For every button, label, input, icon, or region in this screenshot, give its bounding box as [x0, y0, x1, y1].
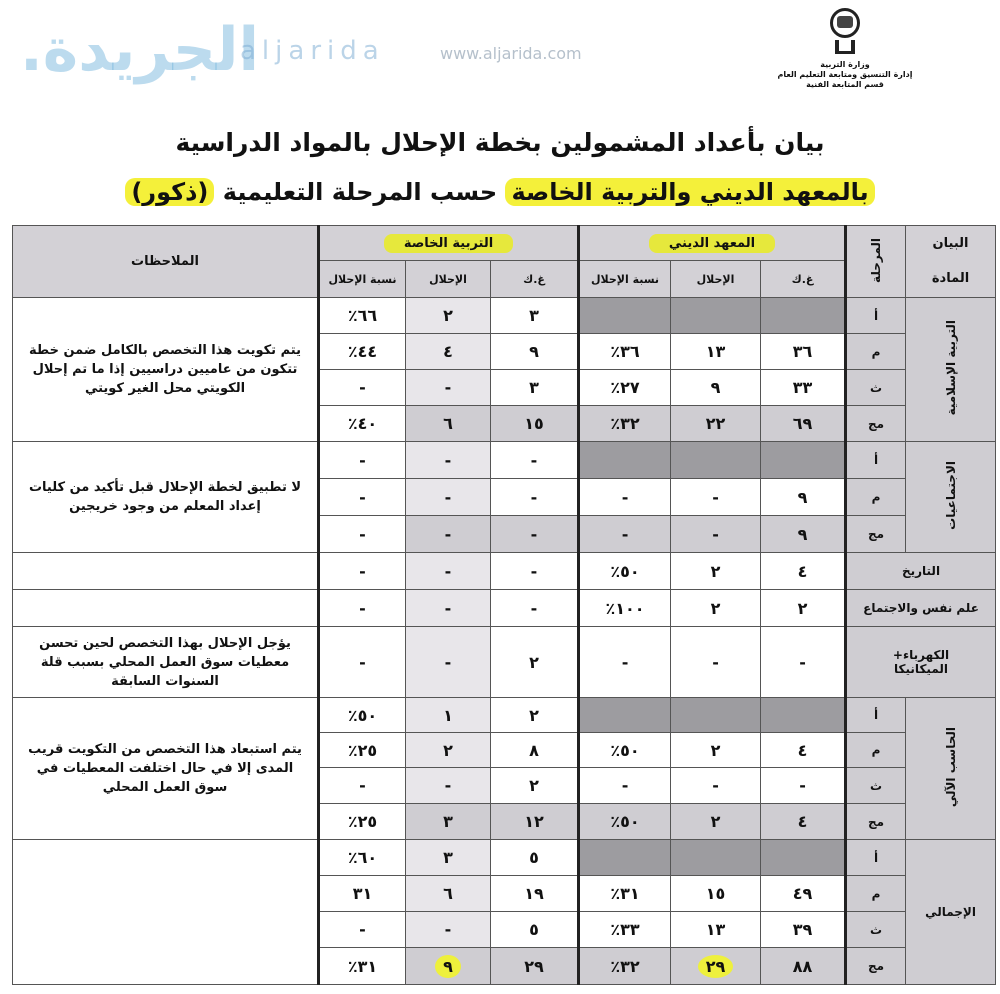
- cell: [579, 298, 671, 334]
- stage-a: أ: [846, 840, 906, 876]
- cell: -: [406, 442, 491, 479]
- cell: ٦: [406, 406, 491, 442]
- cell: -: [319, 590, 406, 627]
- cell: ٨٨: [761, 948, 846, 985]
- cell: -: [406, 912, 491, 948]
- cell: ١٣: [671, 334, 761, 370]
- cell: [579, 840, 671, 876]
- cell: -: [319, 912, 406, 948]
- subject-social: الاجتماعيات: [906, 442, 996, 553]
- cell: [761, 298, 846, 334]
- cell: ٢٧٪: [579, 370, 671, 406]
- cell: -: [406, 516, 491, 553]
- note-social: لا تطبيق لخطة الإحلال قبل تأكيد من كليات إعداد المعلم من وجود خريجين: [13, 442, 319, 553]
- cell: [761, 840, 846, 876]
- stage-total: مج: [846, 804, 906, 840]
- cell: -: [319, 442, 406, 479]
- cell: ٤٠٪: [319, 406, 406, 442]
- cell: -: [579, 768, 671, 804]
- table-row: [13, 553, 996, 590]
- cell: ٣: [491, 370, 579, 406]
- cell: [671, 840, 761, 876]
- watermark-url: www.aljarida.com: [440, 44, 582, 63]
- cell: ٩: [761, 516, 846, 553]
- cell: ٣: [491, 298, 579, 334]
- note-psychology: [13, 590, 319, 627]
- cell: ١٣: [671, 912, 761, 948]
- cell: -: [491, 479, 579, 516]
- cell: ١٥: [671, 876, 761, 912]
- page-title: بيان بأعداد المشمولين بخطة الإحلال بالمواد الدراسية: [175, 128, 825, 157]
- replacement-table: [12, 225, 996, 985]
- table-row: [13, 590, 996, 627]
- cell: ٢٩: [491, 948, 579, 985]
- cell: ٤: [761, 553, 846, 590]
- stage-m: م: [846, 479, 906, 516]
- stage-a: أ: [846, 442, 906, 479]
- ministry-name: وزارة التربية: [820, 60, 870, 69]
- watermark-logo: الجريدة.: [20, 15, 260, 85]
- cell: ٨: [491, 733, 579, 768]
- cell: [671, 442, 761, 479]
- table-row: [13, 627, 996, 698]
- cell: [761, 698, 846, 733]
- cell: ٤: [761, 733, 846, 768]
- cell: -: [579, 516, 671, 553]
- cell: [579, 442, 671, 479]
- stage-a: أ: [846, 698, 906, 733]
- subject-islamic: التربية الإسلامية: [906, 298, 996, 442]
- cell: ٥: [491, 840, 579, 876]
- cell: -: [406, 627, 491, 698]
- watermark-latin: aljarida: [240, 36, 385, 66]
- cell: -: [406, 768, 491, 804]
- stage-th: ث: [846, 370, 906, 406]
- header-religious-institute: المعهد الديني: [579, 226, 846, 261]
- highlighted-cell: ٢٩: [671, 948, 761, 985]
- cell: ٥٠٪: [319, 698, 406, 733]
- stage-total: مج: [846, 948, 906, 985]
- cell: ٣١٪: [579, 876, 671, 912]
- stage-m: م: [846, 733, 906, 768]
- stage-th: ث: [846, 768, 906, 804]
- cell: -: [319, 627, 406, 698]
- cell: ٣: [406, 840, 491, 876]
- cell: -: [579, 627, 671, 698]
- cell: [579, 698, 671, 733]
- cell: ٥٠٪: [579, 804, 671, 840]
- section-name: قسم المتابعة الفنية: [806, 80, 884, 89]
- header-notes: الملاحظات: [13, 226, 319, 298]
- note-computer: يتم استبعاد هذا التخصص من التكويت قريب المدى إلا في حال اختلفت المعطيات في سوق العمل المحلي: [13, 698, 319, 840]
- cell: ٢: [406, 298, 491, 334]
- cell: -: [671, 627, 761, 698]
- cell: -: [406, 553, 491, 590]
- cell: ٩: [491, 334, 579, 370]
- table-row: [13, 298, 996, 334]
- cell: [761, 442, 846, 479]
- cell: ٤: [406, 334, 491, 370]
- cell: ٩: [761, 479, 846, 516]
- header-se-ratio: نسبة الإحلال: [319, 261, 406, 298]
- cell: ١: [406, 698, 491, 733]
- cell: -: [319, 370, 406, 406]
- highlighted-cell: ٩: [406, 948, 491, 985]
- cell: -: [319, 479, 406, 516]
- table-row: [13, 442, 996, 479]
- cell: ٣٩: [761, 912, 846, 948]
- header-special-education: التربية الخاصة: [319, 226, 579, 261]
- cell: ٤٤٪: [319, 334, 406, 370]
- cell: ٥: [491, 912, 579, 948]
- note-history: [13, 553, 319, 590]
- header-se-replacement: الإحلال: [406, 261, 491, 298]
- kuwait-emblem-icon: [825, 8, 865, 58]
- subtitle-highlight-institutions: بالمعهد الديني والتربية الخاصة: [505, 178, 874, 206]
- table-row: [13, 698, 996, 733]
- cell: ٢: [671, 553, 761, 590]
- cell: ٦٩: [761, 406, 846, 442]
- cell: ٤: [761, 804, 846, 840]
- header-statement: البيان: [906, 226, 996, 261]
- cell: -: [406, 479, 491, 516]
- stage-th: ث: [846, 912, 906, 948]
- table-row: [13, 840, 996, 876]
- cell: -: [491, 442, 579, 479]
- cell: ٢٥٪: [319, 733, 406, 768]
- cell: -: [491, 516, 579, 553]
- letterhead: [745, 8, 945, 90]
- header-ri-ratio: نسبة الإحلال: [579, 261, 671, 298]
- cell: ٢٥٪: [319, 804, 406, 840]
- cell: ١٥: [491, 406, 579, 442]
- note-total: [13, 840, 319, 985]
- note-islamic: يتم تكويت هذا التخصص بالكامل ضمن خطة تتكون من عاميين دراسيين إذا ما تم إحلال الكويتي محل الغير كويتي: [13, 298, 319, 442]
- cell: -: [761, 627, 846, 698]
- cell: -: [671, 479, 761, 516]
- cell: -: [319, 516, 406, 553]
- cell: [671, 698, 761, 733]
- cell: ٢: [671, 733, 761, 768]
- subject-computer: الحاسب الآلي: [906, 698, 996, 840]
- cell: ٣١: [319, 876, 406, 912]
- header-stage: المرحلة: [846, 226, 906, 298]
- cell: ٣٣: [761, 370, 846, 406]
- cell: ٣٣٪: [579, 912, 671, 948]
- cell: -: [406, 370, 491, 406]
- department-name: إدارة التنسيق ومتابعة التعليم العام: [777, 70, 913, 79]
- cell: ٢٢: [671, 406, 761, 442]
- subject-history: التاريخ: [846, 553, 996, 590]
- cell: ١٢: [491, 804, 579, 840]
- stage-a: أ: [846, 298, 906, 334]
- subtitle-highlight-males: (ذكور): [125, 178, 214, 206]
- subtitle-by-stage: حسب المرحلة التعليمية: [222, 178, 498, 206]
- cell: -: [319, 768, 406, 804]
- stage-m: م: [846, 334, 906, 370]
- cell: -: [671, 768, 761, 804]
- subject-electricity-mechanics: الكهرباء+ الميكانيكا: [846, 627, 996, 698]
- cell: ٣٢٪: [579, 948, 671, 985]
- cell: -: [671, 516, 761, 553]
- header-ri-replacement: الإحلال: [671, 261, 761, 298]
- subject-total: الإجمالي: [906, 840, 996, 985]
- cell: -: [406, 590, 491, 627]
- cell: ٢: [671, 590, 761, 627]
- cell: ١٠٠٪: [579, 590, 671, 627]
- stage-total: مج: [846, 406, 906, 442]
- cell: ٣٢٪: [579, 406, 671, 442]
- stage-m: م: [846, 876, 906, 912]
- cell: ٥٠٪: [579, 553, 671, 590]
- cell: ٢: [491, 698, 579, 733]
- cell: ٥٠٪: [579, 733, 671, 768]
- header-se-non-kuwaiti: غ.ك: [491, 261, 579, 298]
- cell: ٢: [671, 804, 761, 840]
- cell: ٣٦: [761, 334, 846, 370]
- cell: -: [319, 553, 406, 590]
- cell: -: [579, 479, 671, 516]
- cell: -: [761, 768, 846, 804]
- cell: ٩: [671, 370, 761, 406]
- header-ri-non-kuwaiti: غ.ك: [761, 261, 846, 298]
- cell: [671, 298, 761, 334]
- cell: ٦٦٪: [319, 298, 406, 334]
- page-subtitle: [0, 178, 1000, 206]
- cell: ٢: [406, 733, 491, 768]
- stage-total: مج: [846, 516, 906, 553]
- cell: ٣١٪: [319, 948, 406, 985]
- cell: ٤٩: [761, 876, 846, 912]
- cell: ٢: [491, 768, 579, 804]
- cell: ١٩: [491, 876, 579, 912]
- cell: -: [491, 553, 579, 590]
- cell: -: [491, 590, 579, 627]
- subject-psychology: علم نفس والاجتماع: [846, 590, 996, 627]
- cell: ٣٦٪: [579, 334, 671, 370]
- cell: ٢: [761, 590, 846, 627]
- cell: ٢: [491, 627, 579, 698]
- cell: ٦: [406, 876, 491, 912]
- header-subject: المادة: [906, 261, 996, 298]
- cell: ٦٠٪: [319, 840, 406, 876]
- cell: ٣: [406, 804, 491, 840]
- note-electricity: يؤجل الإحلال بهذا التخصص لحين تحسن معطيات سوق العمل المحلي بسبب قلة السنوات السابقة: [13, 627, 319, 698]
